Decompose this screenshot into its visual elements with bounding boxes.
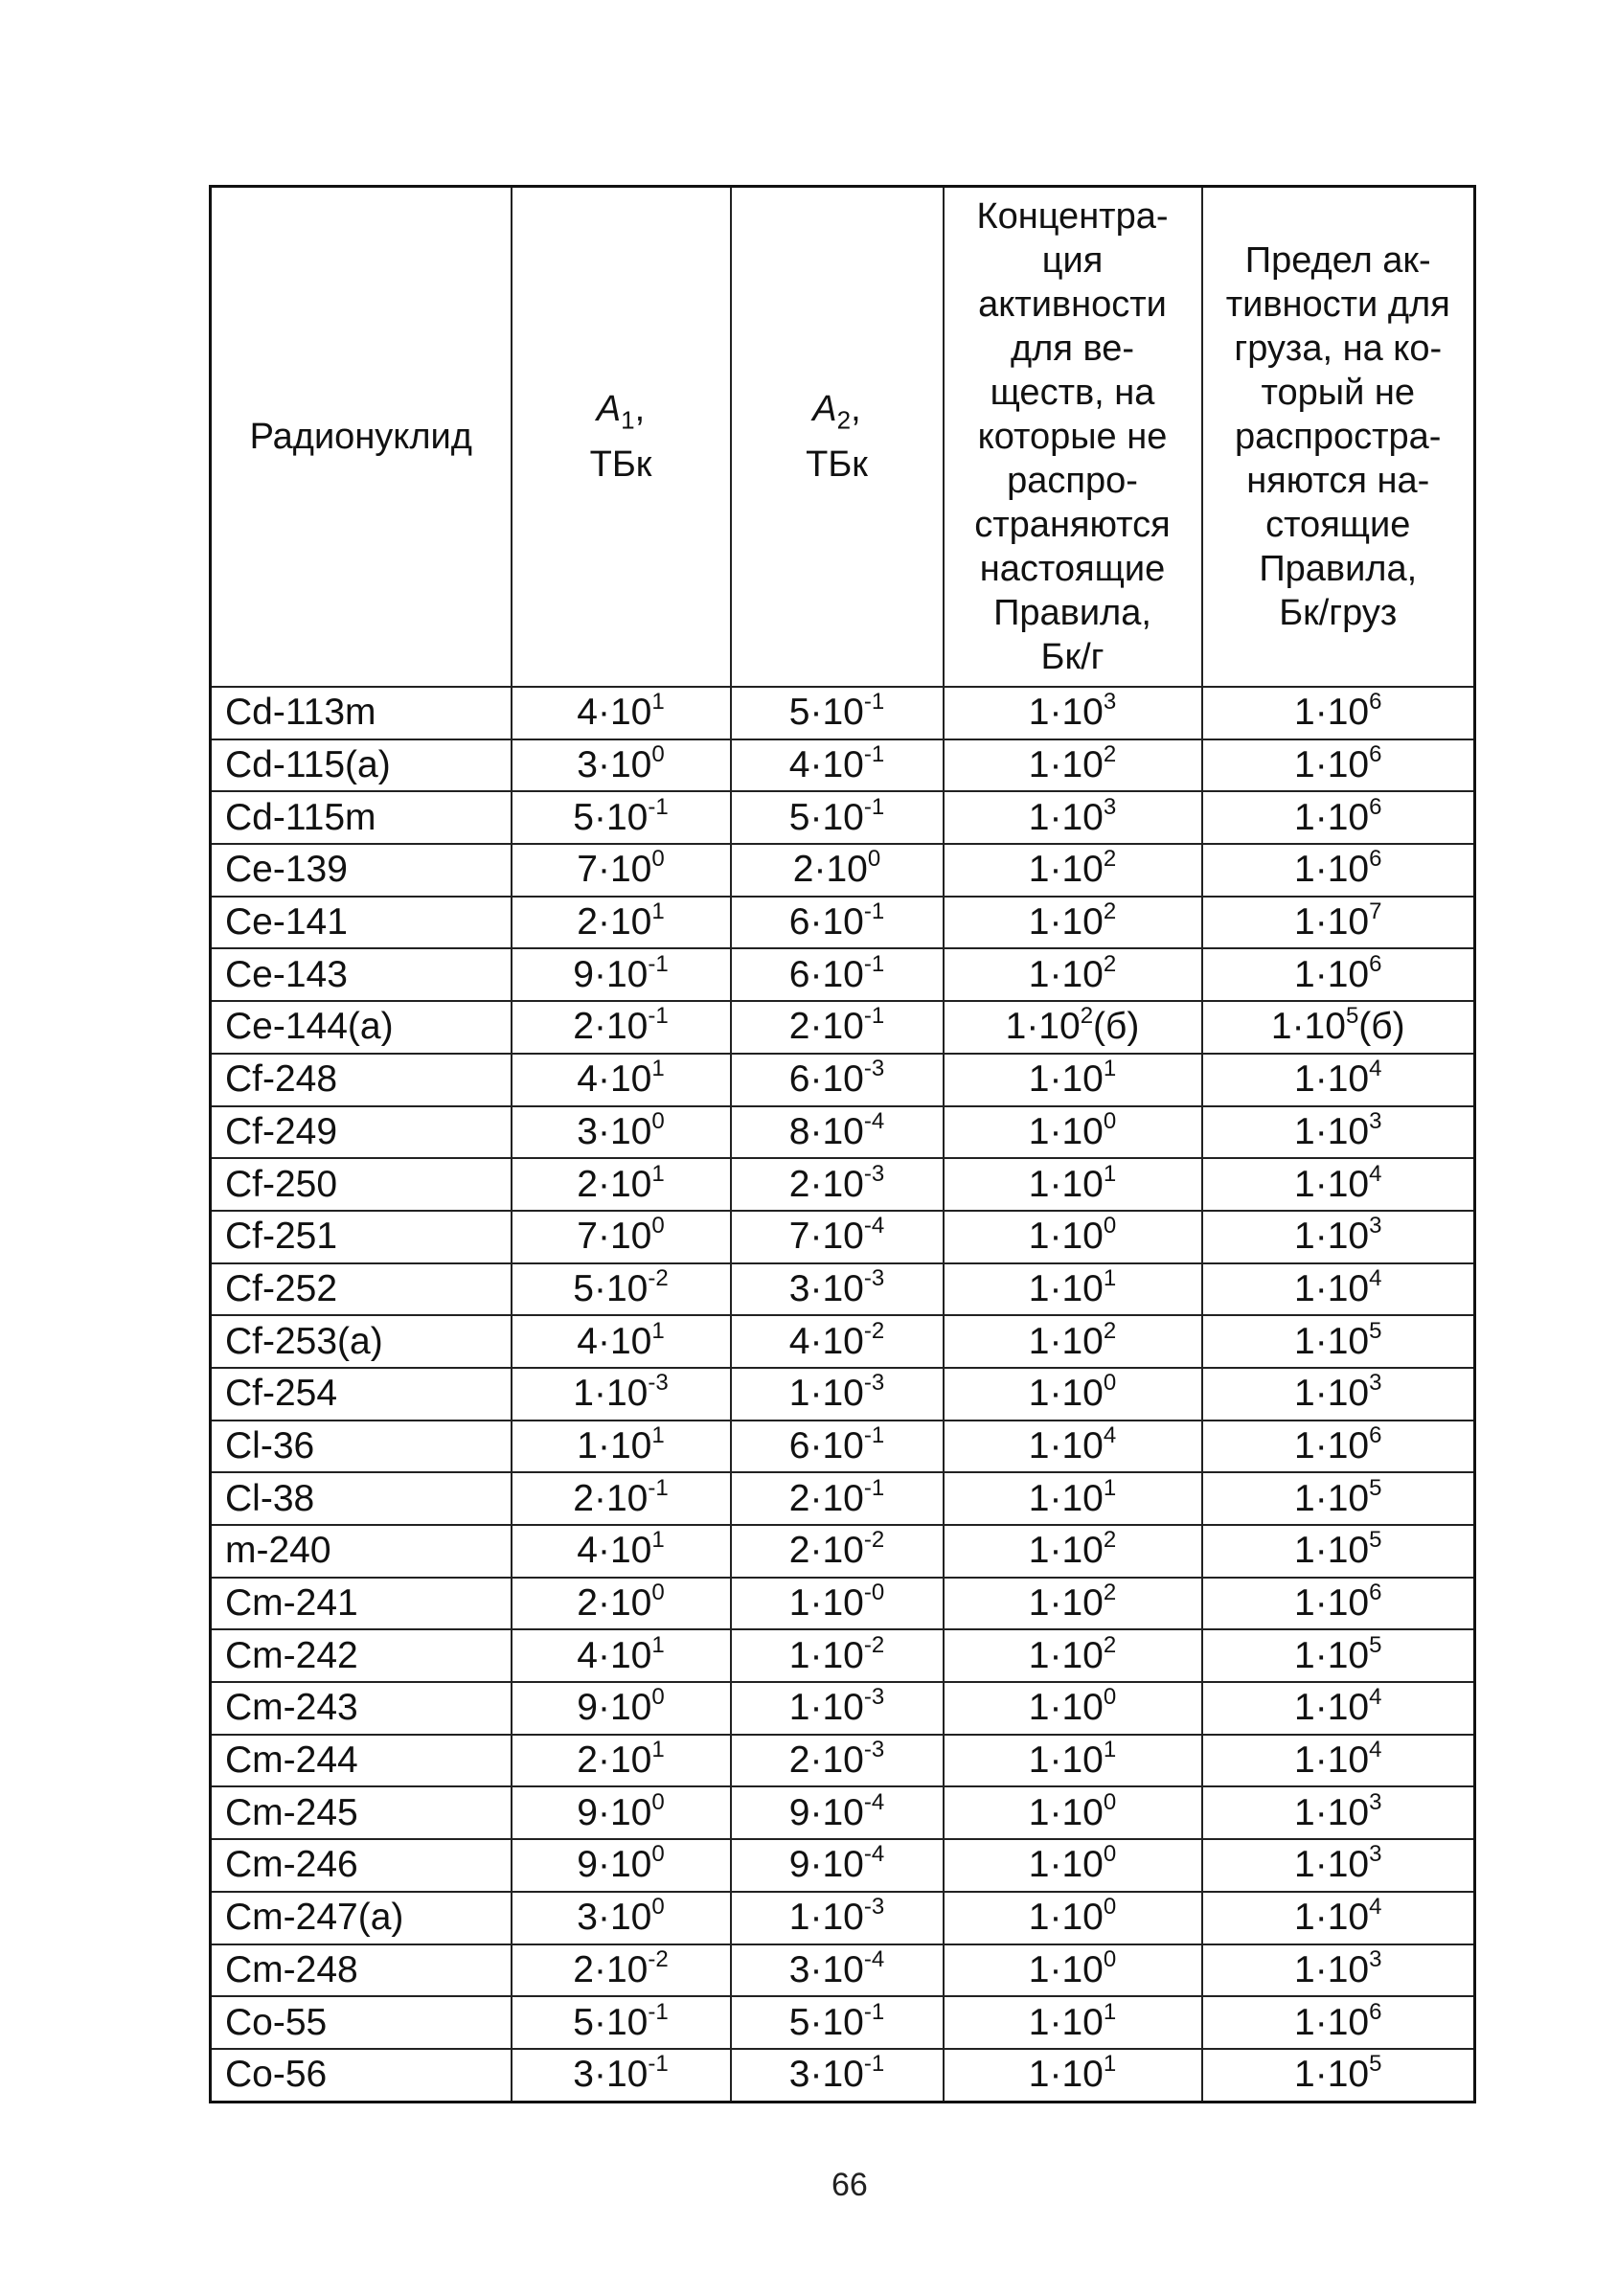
cell-concentration: $1\cdot 10^1$ — [944, 1158, 1202, 1211]
cell-a2: $6\cdot 10^{-1}$ — [731, 897, 944, 949]
cell-a2: $1\cdot 10^{-3}$ — [731, 1892, 944, 1944]
cell-a1: $3\cdot 10^{-1}$ — [512, 2049, 731, 2102]
cell-limit: $1\cdot 10^4$ — [1202, 1682, 1475, 1735]
cell-limit: $1\cdot 10^7$ — [1202, 897, 1475, 949]
cell-limit: $1\cdot 10^6$ — [1202, 1421, 1475, 1473]
cell-a1: $5\cdot 10^{-2}$ — [512, 1263, 731, 1316]
cell-nuclide: Ce-144(a) — [211, 1001, 512, 1054]
table-row — [211, 1996, 1475, 2049]
cell-limit: $1\cdot 10^6$ — [1202, 1996, 1475, 2049]
cell-nuclide: Cl-36 — [211, 1421, 512, 1473]
table-row — [211, 1054, 1475, 1106]
cell-a1: $9\cdot 10^0$ — [512, 1839, 731, 1892]
cell-limit: $1\cdot 10^4$ — [1202, 1054, 1475, 1106]
cell-a2: $6\cdot 10^{-1}$ — [731, 948, 944, 1001]
header-limit: Предел ак- тивности для груза, на ко- торый не распростра- няются на- стоящие Правила, Бк/груз — [1202, 187, 1475, 688]
cell-a1: $2\cdot 10^1$ — [512, 1158, 731, 1211]
cell-a2: $2\cdot 10^{-3}$ — [731, 1735, 944, 1787]
cell-a1: $2\cdot 10^{-1}$ — [512, 1001, 731, 1054]
cell-a2: $4\cdot 10^{-1}$ — [731, 739, 944, 792]
cell-a1: $4\cdot 10^1$ — [512, 1315, 731, 1368]
cell-a2: $3\cdot 10^{-1}$ — [731, 2049, 944, 2102]
cell-a1: $1\cdot 10^{-3}$ — [512, 1368, 731, 1421]
table-row — [211, 687, 1475, 739]
cell-a2: $2\cdot 10^{-3}$ — [731, 1158, 944, 1211]
cell-a1: $2\cdot 10^0$ — [512, 1578, 731, 1630]
cell-a1: $5\cdot 10^{-1}$ — [512, 791, 731, 844]
cell-limit: $1\cdot 10^5$ — [1202, 2049, 1475, 2102]
cell-nuclide: Cf-251 — [211, 1211, 512, 1263]
cell-a1: $4\cdot 10^1$ — [512, 1054, 731, 1106]
cell-nuclide: Cm-248 — [211, 1944, 512, 1997]
cell-nuclide: Ce-143 — [211, 948, 512, 1001]
cell-limit: $1\cdot 10^6$ — [1202, 791, 1475, 844]
cell-nuclide: Cd-115m — [211, 791, 512, 844]
cell-a2: $1\cdot 10^{-3}$ — [731, 1368, 944, 1421]
cell-limit: $1\cdot 10^6$ — [1202, 948, 1475, 1001]
cell-a2: $5\cdot 10^{-1}$ — [731, 1996, 944, 2049]
cell-concentration: $1\cdot 10^4$ — [944, 1421, 1202, 1473]
cell-concentration: $1\cdot 10^2$ — [944, 1525, 1202, 1578]
table-row — [211, 1525, 1475, 1578]
cell-nuclide: Cf-248 — [211, 1054, 512, 1106]
radionuclide-table — [209, 185, 1476, 2103]
cell-a1: $9\cdot 10^0$ — [512, 1786, 731, 1839]
cell-a2: $1\cdot 10^{-0}$ — [731, 1578, 944, 1630]
cell-nuclide: Cm-241 — [211, 1578, 512, 1630]
cell-concentration: $1\cdot 10^2$ — [944, 948, 1202, 1001]
cell-concentration: $1\cdot 10^0$ — [944, 1211, 1202, 1263]
cell-limit: $1\cdot 10^5$ — [1202, 1525, 1475, 1578]
cell-concentration: $1\cdot 10^3$ — [944, 791, 1202, 844]
cell-nuclide: Cl-38 — [211, 1472, 512, 1525]
cell-concentration: $1\cdot 10^1$ — [944, 1263, 1202, 1316]
cell-limit: $1\cdot 10^3$ — [1202, 1211, 1475, 1263]
cell-a2: $8\cdot 10^{-4}$ — [731, 1106, 944, 1159]
cell-concentration: $1\cdot 10^0$ — [944, 1839, 1202, 1892]
cell-limit: $1\cdot 10^4$ — [1202, 1892, 1475, 1944]
cell-concentration: $1\cdot 10^2(б)$ — [944, 1001, 1202, 1054]
cell-nuclide: Cf-253(a) — [211, 1315, 512, 1368]
header-row — [211, 187, 1475, 688]
cell-nuclide: Cf-250 — [211, 1158, 512, 1211]
page-number: 66 — [831, 2167, 868, 2203]
cell-a1: $9\cdot 10^0$ — [512, 1682, 731, 1735]
cell-concentration: $1\cdot 10^0$ — [944, 1682, 1202, 1735]
cell-limit: $1\cdot 10^6$ — [1202, 687, 1475, 739]
cell-a1: $2\cdot 10^{-2}$ — [512, 1944, 731, 1997]
cell-concentration: $1\cdot 10^2$ — [944, 1578, 1202, 1630]
cell-limit: $1\cdot 10^3$ — [1202, 1106, 1475, 1159]
cell-a2: $3\cdot 10^{-3}$ — [731, 1263, 944, 1316]
table-row — [211, 739, 1475, 792]
cell-nuclide: Cm-247(a) — [211, 1892, 512, 1944]
cell-concentration: $1\cdot 10^1$ — [944, 1996, 1202, 2049]
table-row — [211, 897, 1475, 949]
cell-nuclide: m-240 — [211, 1525, 512, 1578]
cell-concentration: $1\cdot 10^2$ — [944, 844, 1202, 897]
table-row — [211, 1421, 1475, 1473]
cell-a1: $9\cdot 10^{-1}$ — [512, 948, 731, 1001]
cell-limit: $1\cdot 10^4$ — [1202, 1263, 1475, 1316]
table-row — [211, 791, 1475, 844]
cell-concentration: $1\cdot 10^1$ — [944, 1472, 1202, 1525]
table-row — [211, 1472, 1475, 1525]
cell-a1: $3\cdot 10^0$ — [512, 739, 731, 792]
cell-a2: $9\cdot 10^{-4}$ — [731, 1786, 944, 1839]
table-row — [211, 1735, 1475, 1787]
header-nuclide: Радионуклид — [211, 187, 512, 688]
cell-concentration: $1\cdot 10^2$ — [944, 897, 1202, 949]
cell-nuclide: Co-55 — [211, 1996, 512, 2049]
cell-nuclide: Cm-242 — [211, 1629, 512, 1682]
cell-nuclide: Cm-243 — [211, 1682, 512, 1735]
cell-limit: $1\cdot 10^5$ — [1202, 1629, 1475, 1682]
cell-nuclide: Cm-245 — [211, 1786, 512, 1839]
cell-limit: $1\cdot 10^6$ — [1202, 844, 1475, 897]
cell-a2: $6\cdot 10^{-1}$ — [731, 1421, 944, 1473]
cell-a1: $4\cdot 10^1$ — [512, 1629, 731, 1682]
table-row — [211, 1944, 1475, 1997]
cell-concentration: $1\cdot 10^2$ — [944, 739, 1202, 792]
cell-a1: $3\cdot 10^0$ — [512, 1892, 731, 1944]
header-a1: $A_1$, ТБк — [512, 187, 731, 688]
cell-a2: $5\cdot 10^{-1}$ — [731, 687, 944, 739]
cell-a1: $7\cdot 10^0$ — [512, 844, 731, 897]
cell-limit: $1\cdot 10^5(б)$ — [1202, 1001, 1475, 1054]
cell-limit: $1\cdot 10^3$ — [1202, 1839, 1475, 1892]
table-row — [211, 948, 1475, 1001]
header-concentration: Концентра- ция активности для ве- ществ, на которые не распро- страняются настоящие Правила, Бк/г — [944, 187, 1202, 688]
table-body — [211, 687, 1475, 2102]
cell-limit: $1\cdot 10^5$ — [1202, 1315, 1475, 1368]
cell-a2: $4\cdot 10^{-2}$ — [731, 1315, 944, 1368]
cell-a2: $2\cdot 10^{-2}$ — [731, 1525, 944, 1578]
cell-nuclide: Cf-254 — [211, 1368, 512, 1421]
cell-concentration: $1\cdot 10^0$ — [944, 1944, 1202, 1997]
cell-limit: $1\cdot 10^3$ — [1202, 1368, 1475, 1421]
cell-a2: $5\cdot 10^{-1}$ — [731, 791, 944, 844]
cell-nuclide: Cm-244 — [211, 1735, 512, 1787]
cell-concentration: $1\cdot 10^3$ — [944, 687, 1202, 739]
cell-a1: $1\cdot 10^1$ — [512, 1421, 731, 1473]
cell-nuclide: Cf-252 — [211, 1263, 512, 1316]
cell-limit: $1\cdot 10^3$ — [1202, 1786, 1475, 1839]
cell-concentration: $1\cdot 10^0$ — [944, 1106, 1202, 1159]
table-row — [211, 1786, 1475, 1839]
cell-a1: $3\cdot 10^0$ — [512, 1106, 731, 1159]
header-a2: $A_2$, ТБк — [731, 187, 944, 688]
cell-a2: $2\cdot 10^{-1}$ — [731, 1472, 944, 1525]
cell-a2: $1\cdot 10^{-3}$ — [731, 1682, 944, 1735]
cell-limit: $1\cdot 10^6$ — [1202, 739, 1475, 792]
cell-a2: $2\cdot 10^0$ — [731, 844, 944, 897]
cell-nuclide: Cd-115(a) — [211, 739, 512, 792]
cell-concentration: $1\cdot 10^1$ — [944, 1735, 1202, 1787]
table-row — [211, 1629, 1475, 1682]
table-row — [211, 1211, 1475, 1263]
cell-a1: $4\cdot 10^1$ — [512, 1525, 731, 1578]
table-row — [211, 1368, 1475, 1421]
cell-limit: $1\cdot 10^5$ — [1202, 1472, 1475, 1525]
cell-a2: $6\cdot 10^{-3}$ — [731, 1054, 944, 1106]
cell-nuclide: Cd-113m — [211, 687, 512, 739]
table-row — [211, 2049, 1475, 2102]
cell-concentration: $1\cdot 10^0$ — [944, 1892, 1202, 1944]
cell-a2: $7\cdot 10^{-4}$ — [731, 1211, 944, 1263]
table-row — [211, 1106, 1475, 1159]
cell-a1: $2\cdot 10^{-1}$ — [512, 1472, 731, 1525]
cell-concentration: $1\cdot 10^1$ — [944, 2049, 1202, 2102]
table-row — [211, 1578, 1475, 1630]
cell-a2: $2\cdot 10^{-1}$ — [731, 1001, 944, 1054]
cell-a1: $2\cdot 10^1$ — [512, 897, 731, 949]
cell-limit: $1\cdot 10^4$ — [1202, 1735, 1475, 1787]
table-row — [211, 1839, 1475, 1892]
cell-nuclide: Ce-139 — [211, 844, 512, 897]
cell-concentration: $1\cdot 10^2$ — [944, 1629, 1202, 1682]
cell-nuclide: Co-56 — [211, 2049, 512, 2102]
cell-concentration: $1\cdot 10^0$ — [944, 1368, 1202, 1421]
cell-limit: $1\cdot 10^6$ — [1202, 1578, 1475, 1630]
cell-nuclide: Cf-249 — [211, 1106, 512, 1159]
table-row — [211, 1263, 1475, 1316]
cell-nuclide: Cm-246 — [211, 1839, 512, 1892]
cell-a2: $3\cdot 10^{-4}$ — [731, 1944, 944, 1997]
cell-a2: $9\cdot 10^{-4}$ — [731, 1839, 944, 1892]
table-row — [211, 1315, 1475, 1368]
cell-concentration: $1\cdot 10^2$ — [944, 1315, 1202, 1368]
cell-limit: $1\cdot 10^4$ — [1202, 1158, 1475, 1211]
table-row — [211, 1892, 1475, 1944]
cell-a1: $4\cdot 10^1$ — [512, 687, 731, 739]
table-row — [211, 1682, 1475, 1735]
cell-concentration: $1\cdot 10^1$ — [944, 1054, 1202, 1106]
cell-a1: $5\cdot 10^{-1}$ — [512, 1996, 731, 2049]
cell-limit: $1\cdot 10^3$ — [1202, 1944, 1475, 1997]
table-row — [211, 844, 1475, 897]
cell-a1: $7\cdot 10^0$ — [512, 1211, 731, 1263]
cell-a2: $1\cdot 10^{-2}$ — [731, 1629, 944, 1682]
cell-a1: $2\cdot 10^1$ — [512, 1735, 731, 1787]
table-row — [211, 1158, 1475, 1211]
cell-nuclide: Ce-141 — [211, 897, 512, 949]
cell-concentration: $1\cdot 10^0$ — [944, 1786, 1202, 1839]
table-row — [211, 1001, 1475, 1054]
